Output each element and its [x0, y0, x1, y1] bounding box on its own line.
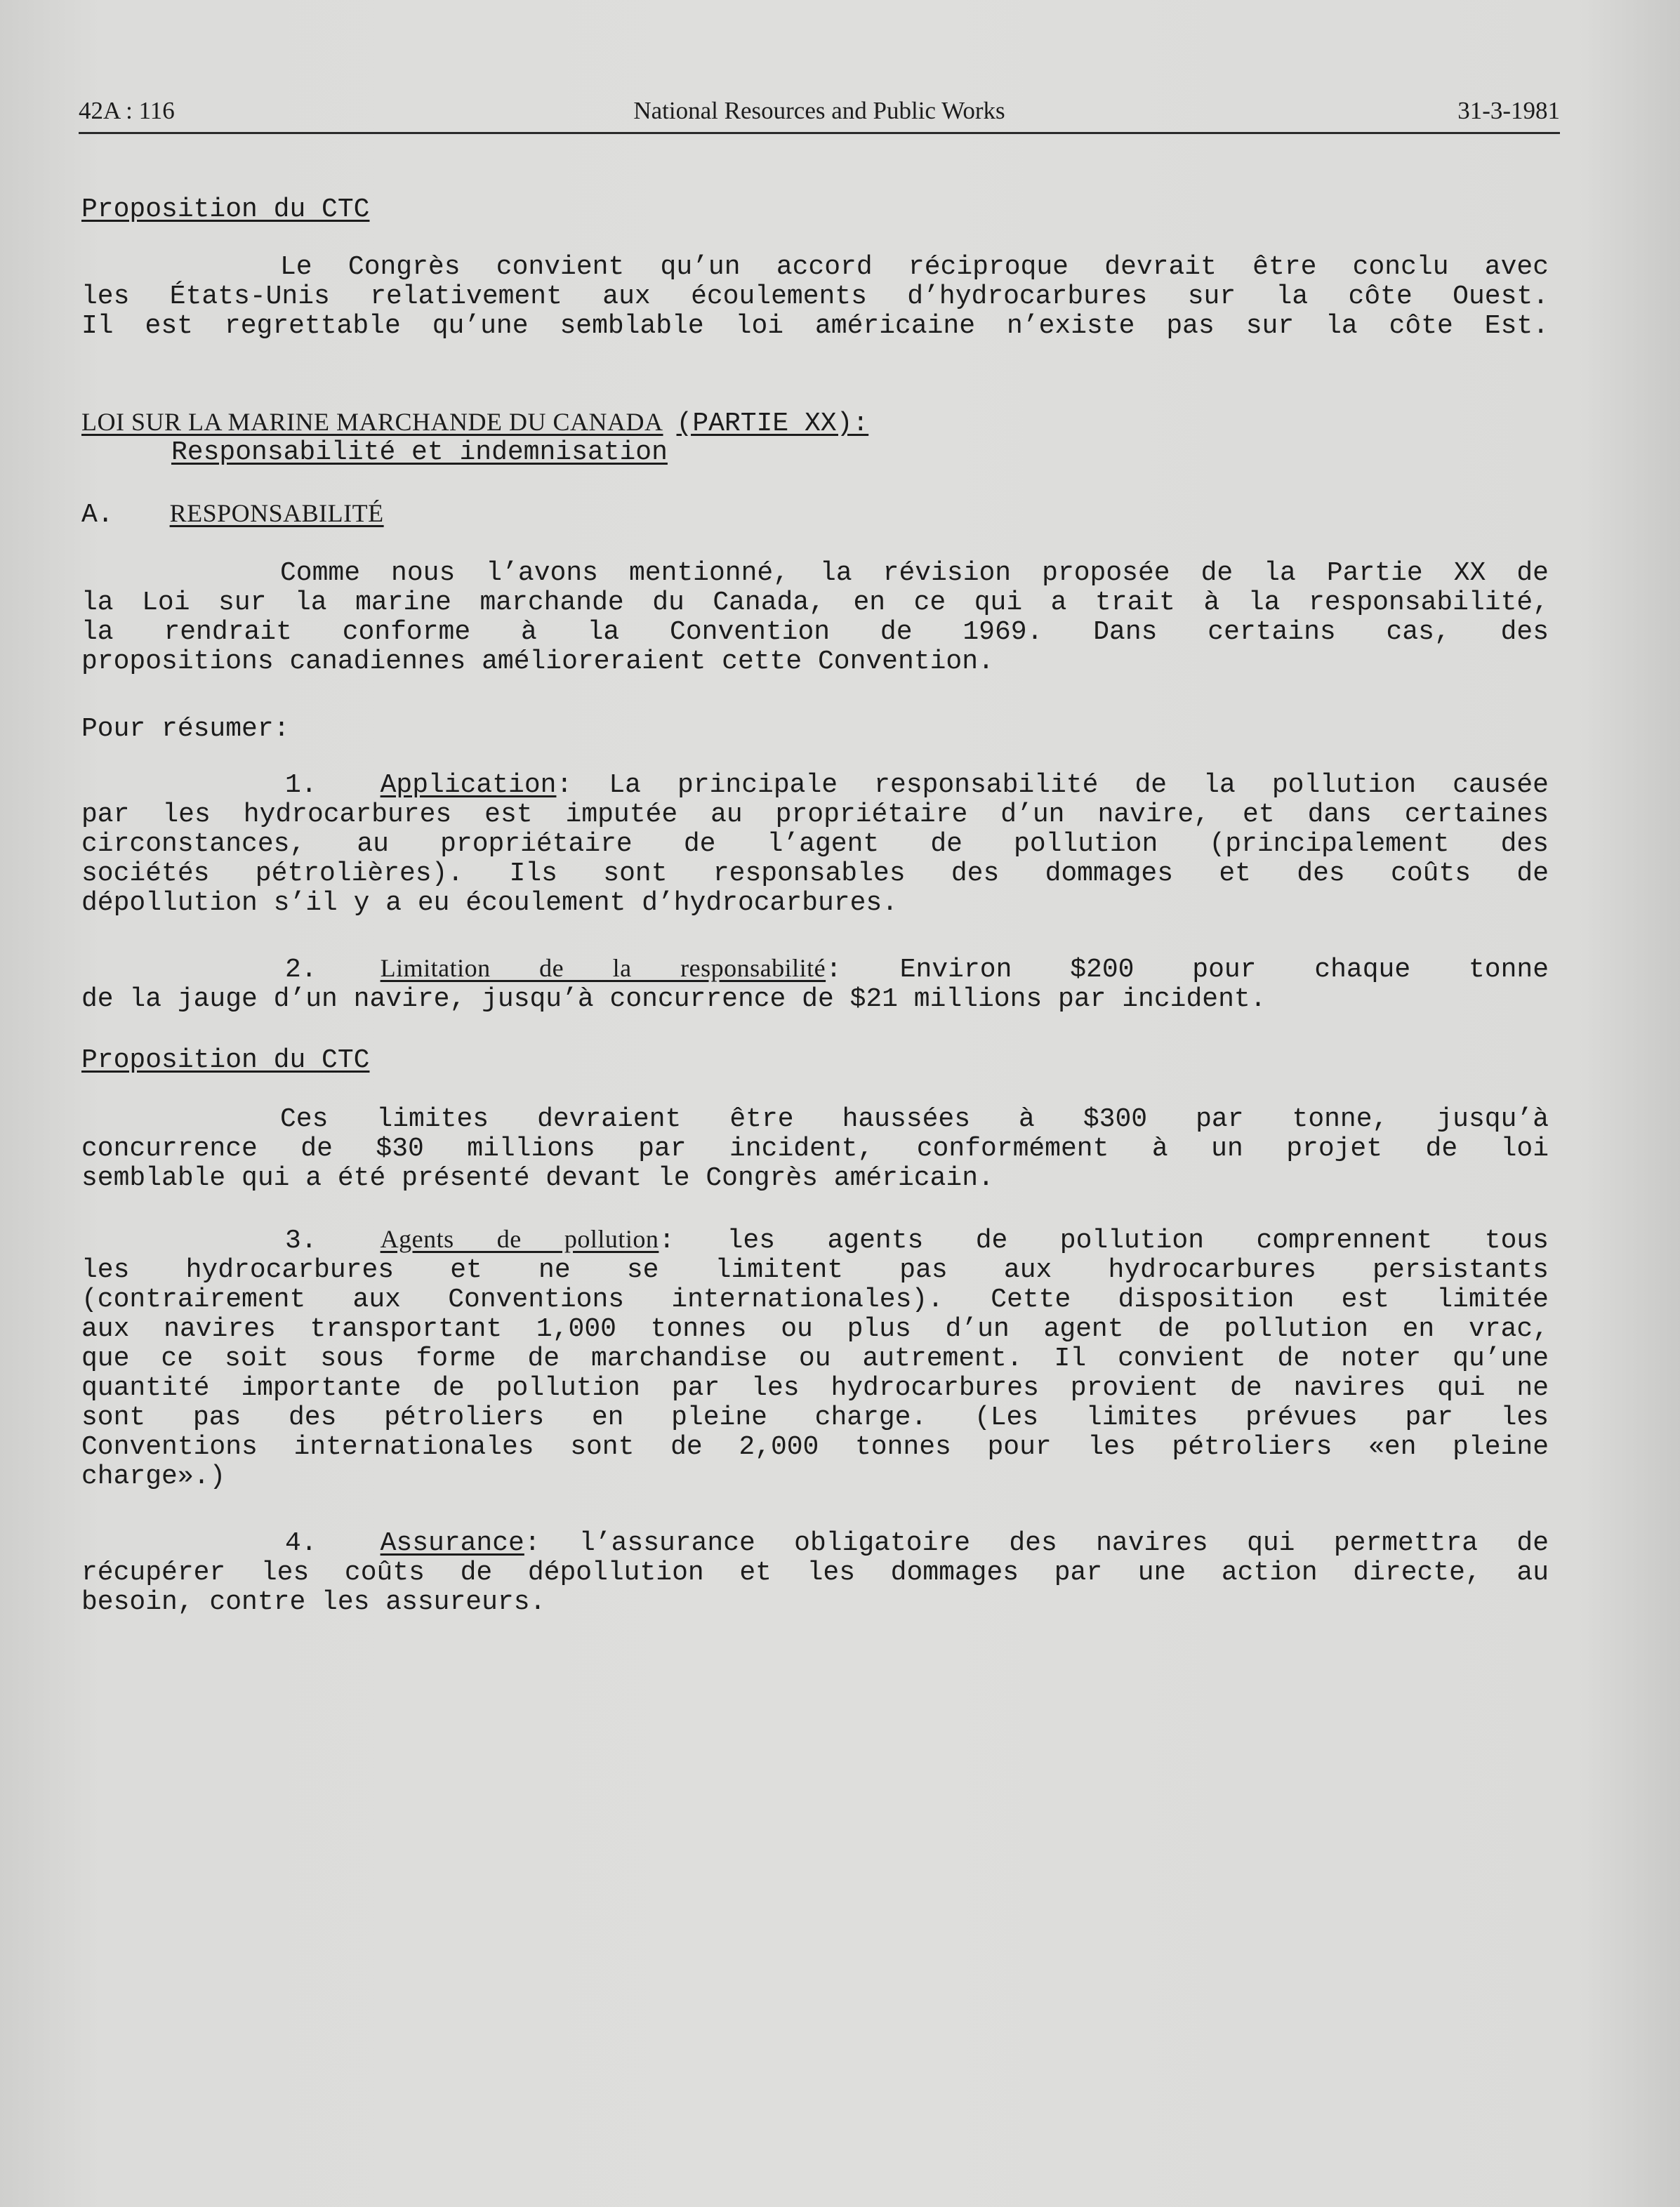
section-heading-ctc-proposal: Proposition du CTC — [81, 194, 370, 225]
paragraph-line: semblable qui a été présenté devant le Congrès américain. — [81, 1163, 994, 1193]
item-first-line: 4. Assurance: l’assurance obligatoire des navires qui permettra de — [285, 1528, 1549, 1558]
paragraph-line: Conventions internationales sont de 2,000 tonnes pour les pétroliers «en pleine — [81, 1432, 1549, 1462]
paragraph-line: aux navires transportant 1,000 tonnes ou plus d’un agent de pollution en vrac, — [81, 1314, 1549, 1344]
ctc-proposal-paragraph — [81, 253, 1549, 341]
paragraph-line: charge».) — [81, 1462, 226, 1492]
paragraph-line: circonstances, au propriétaire de l’agent de pollution (principalement des — [81, 829, 1549, 859]
item-title: Limitation de la responsabilité — [380, 954, 826, 982]
paragraph-line: propositions canadiennes amélioreraient cette Convention. — [81, 647, 994, 677]
subheading-liability: Responsabilité et indemnisation — [171, 437, 668, 468]
subsection-a-label: A. — [81, 500, 114, 530]
item-insurance — [81, 1529, 1549, 1617]
paragraph-line: de la jauge d’un navire, jusqu’à concurrence de $21 millions par incident. — [81, 984, 1266, 1014]
item-pollution-agents — [81, 1224, 1549, 1492]
item-liability-limit — [81, 953, 1549, 1014]
act-part: (PARTIE XX): — [676, 409, 869, 439]
page-header — [79, 93, 1560, 134]
header-date: 31-3-1981 — [1457, 97, 1560, 124]
act-title: LOI SUR LA MARINE MARCHANDE DU CANADA — [81, 408, 663, 436]
paragraph-line: concurrence de $30 millions par incident, conformément à un projet de loi — [81, 1134, 1549, 1164]
paragraph-line: (contrairement aux Conventions internationales). Cette disposition est limitée — [81, 1285, 1549, 1315]
ctc-limits-paragraph — [81, 1105, 1549, 1193]
liability-intro-paragraph — [81, 559, 1549, 677]
paragraph-line: par les hydrocarbures est imputée au propriétaire d’un navire, et dans certaines — [81, 800, 1549, 830]
item-number: 4. — [285, 1528, 317, 1558]
item-first-line: 3. Agents de pollution: les agents de pollution comprennent tous — [285, 1225, 1549, 1256]
paragraph-line: Ces limites devraient être haussées à $300 par tonne, jusqu’à — [280, 1104, 1549, 1134]
paragraph-line: que ce soit sous forme de marchandise ou autrement. Il convient de noter qu’une — [81, 1344, 1549, 1374]
paragraph-line: sociétés pétrolières). Ils sont responsables des dommages et des coûts de — [81, 859, 1549, 889]
paragraph-line: dépollution s’il y a eu écoulement d’hydrocarbures. — [81, 888, 898, 918]
paragraph-line: Le Congrès convient qu’un accord réciproque devrait être conclu avec — [280, 252, 1549, 282]
item-title: Application — [380, 770, 557, 800]
item-application — [81, 771, 1549, 918]
paragraph-line: les États-Unis relativement aux écoulements d’hydrocarbures sur la côte Ouest. — [81, 281, 1549, 312]
subsection-a-title: RESPONSABILITÉ — [169, 499, 384, 527]
section-heading-ctc-proposal-2: Proposition du CTC — [81, 1045, 370, 1075]
item-title: Assurance — [380, 1528, 524, 1558]
paragraph-line: les hydrocarbures et ne se limitent pas aux hydrocarbures persistants — [81, 1255, 1549, 1285]
item-first-line: 2. Limitation de la responsabilité: Environ $200 pour chaque tonne — [285, 954, 1549, 985]
running-title: National Resources and Public Works — [633, 97, 1005, 124]
paragraph-line: besoin, contre les assureurs. — [81, 1587, 546, 1617]
item-first-line: 1. Application: La principale responsabilité de la pollution causée — [285, 770, 1549, 800]
paragraph-line: Il est regrettable qu’une semblable loi américaine n’existe pas sur la côte Est. — [81, 311, 1549, 341]
paragraph-line: la rendrait conforme à la Convention de 1969. Dans certains cas, des — [81, 617, 1549, 647]
page-number: 42A : 116 — [79, 97, 175, 124]
item-title: Agents de pollution — [380, 1225, 659, 1253]
paragraph-line: Comme nous l’avons mentionné, la révision proposée de la Partie XX de — [280, 558, 1549, 588]
item-number: 3. — [285, 1226, 317, 1256]
paragraph-line: sont pas des pétroliers en pleine charge. (Les limites prévues par les — [81, 1403, 1549, 1433]
item-number: 2. — [285, 955, 317, 985]
paragraph-line: quantité importante de pollution par les hydrocarbures provient de navires qui ne — [81, 1373, 1549, 1403]
summary-label: Pour résumer: — [81, 714, 290, 744]
paragraph-line: la Loi sur la marine marchande du Canada, en ce qui a trait à la responsabilité, — [81, 588, 1549, 618]
subsection-a-heading — [81, 498, 1549, 530]
section-heading-shipping-act — [81, 407, 1549, 439]
item-number: 1. — [285, 770, 317, 800]
paragraph-line: récupérer les coûts de dépollution et les dommages par une action directe, au — [81, 1558, 1549, 1588]
